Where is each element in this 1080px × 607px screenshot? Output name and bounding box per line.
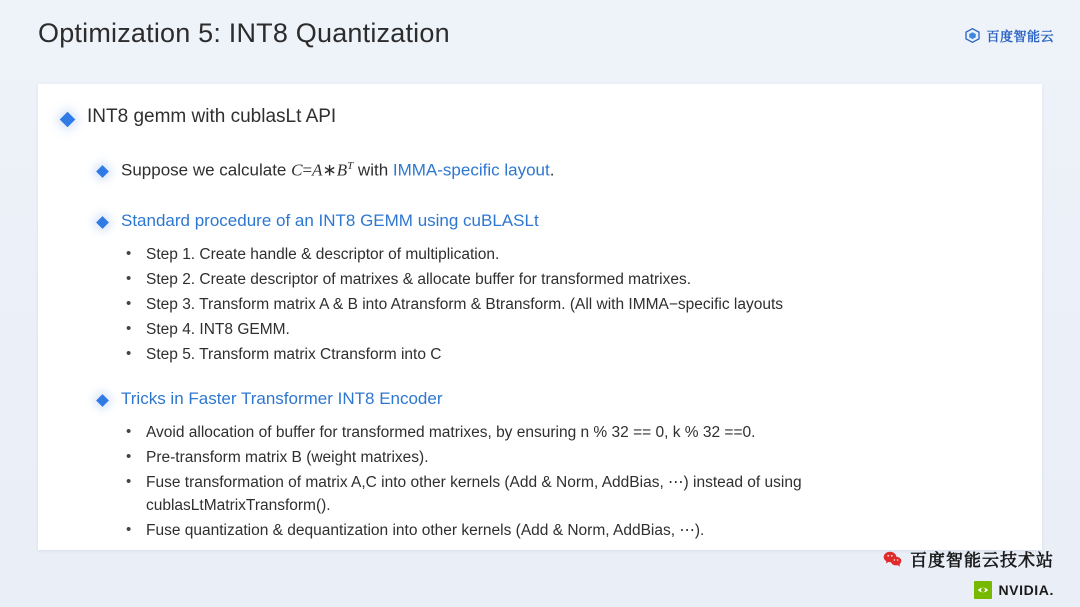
list-item: • Step 5. Transform matrix Ctransform into C bbox=[122, 344, 982, 367]
bullet-level2-suppose bbox=[98, 160, 554, 181]
wechat-icon bbox=[883, 551, 902, 567]
list-item: • Fuse transformation of matrix A,C into other kernels (Add & Norm, AddBias, ⋯) instead of using cublasLtMatrixTransform(). bbox=[122, 472, 982, 518]
nvidia-logo bbox=[974, 581, 1054, 599]
nvidia-eye-icon bbox=[974, 581, 992, 599]
wechat-account-name: 百度智能云技术站 bbox=[910, 551, 1054, 570]
page-title: Optimization 5: INT8 Quantization bbox=[38, 18, 450, 48]
diamond-bullet-icon bbox=[96, 216, 109, 229]
suppose-middle: with bbox=[353, 160, 393, 180]
bullet-section1-heading bbox=[98, 211, 539, 231]
suppose-line bbox=[121, 160, 554, 181]
list-item: • Avoid allocation of buffer for transformed matrixes, by ensuring n % 32 == 0, k % 32 ==0. bbox=[122, 422, 982, 445]
list-item: • Step 3. Transform matrix A & B into Atransform & Btransform. (All with IMMA−specific layouts bbox=[122, 294, 982, 317]
formula-b: B bbox=[336, 160, 348, 180]
section2-step-list bbox=[122, 422, 982, 545]
nvidia-wordmark: NVIDIA. bbox=[998, 582, 1054, 598]
section1-step-list bbox=[122, 244, 982, 369]
imma-layout-link[interactable]: IMMA-specific layout bbox=[392, 160, 550, 180]
bullet-section2-heading bbox=[98, 389, 443, 409]
formula-a: A bbox=[312, 160, 323, 180]
formula-multiply: ∗ bbox=[322, 160, 337, 180]
diamond-bullet-icon bbox=[96, 394, 109, 407]
list-item: • Step 1. Create handle & descriptor of multiplication. bbox=[122, 244, 982, 267]
wechat-account bbox=[883, 546, 1054, 571]
level1-heading: INT8 gemm with cublasLt API bbox=[87, 106, 337, 127]
list-item: • Pre-transform matrix B (weight matrixes). bbox=[122, 447, 982, 470]
baidu-cloud-mark-icon bbox=[965, 28, 980, 43]
section1-heading: Standard procedure of an INT8 GEMM using cuBLASLt bbox=[121, 211, 539, 230]
diamond-bullet-icon bbox=[60, 112, 76, 128]
formula-transpose: T bbox=[347, 160, 354, 172]
list-item: • Fuse quantization & dequantization into other kernels (Add & Norm, AddBias, ⋯). bbox=[122, 520, 982, 543]
formula-equals: = bbox=[302, 160, 313, 180]
section2-heading: Tricks in Faster Transformer INT8 Encoder bbox=[121, 389, 443, 408]
content-card bbox=[38, 84, 1042, 550]
diamond-bullet-icon bbox=[96, 165, 109, 178]
suppose-suffix: . bbox=[549, 160, 555, 180]
brand-name: 百度智能云 bbox=[986, 29, 1054, 44]
formula-c: C bbox=[291, 160, 303, 180]
list-item: • Step 2. Create descriptor of matrixes & allocate buffer for transformed matrixes. bbox=[122, 269, 982, 292]
baidu-cloud-logo bbox=[965, 26, 1054, 45]
suppose-prefix: Suppose we calculate bbox=[121, 160, 292, 180]
bullet-level1-intro bbox=[62, 106, 336, 128]
list-item: • Step 4. INT8 GEMM. bbox=[122, 319, 982, 342]
